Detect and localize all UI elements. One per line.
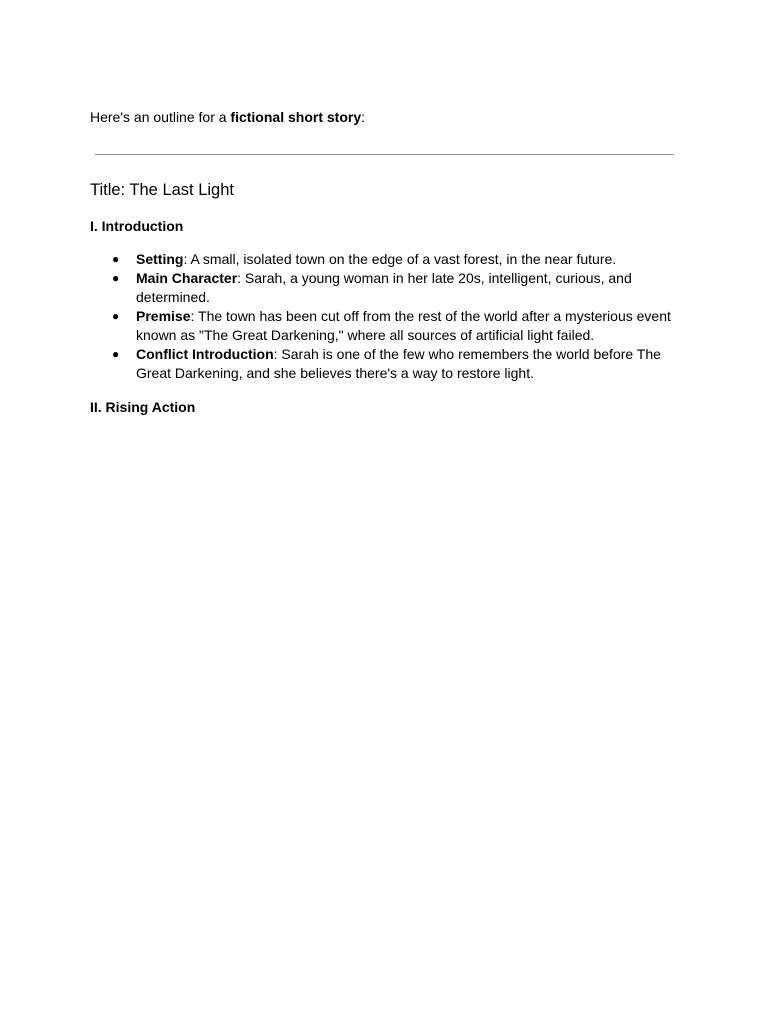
bullet-icon: ●	[112, 347, 120, 361]
list-item-conflict-introduction	[90, 345, 680, 383]
list-item-premise	[90, 307, 680, 345]
section-heading-rising-action: II. Rising Action	[90, 399, 196, 415]
story-title: Title: The Last Light	[90, 181, 234, 199]
list-item-text: : The town has been cut off from the rest of the world after a mysterious event known as "The Great Darkening," where all sources of artificial light failed.	[136, 308, 671, 343]
list-item-term: Setting	[136, 251, 184, 267]
section-heading-introduction: I. Introduction	[90, 218, 184, 234]
bullet-icon: ●	[112, 252, 120, 266]
horizontal-divider	[95, 154, 674, 155]
list-item-text: : A small, isolated town on the edge of a vast forest, in the near future.	[183, 251, 617, 267]
list-item-text: : Sarah, a young woman in her late 20s, intelligent, curious, and determined.	[136, 270, 632, 305]
list-item-term: Premise	[136, 308, 191, 324]
list-item-term: Main Character	[136, 270, 238, 286]
bullet-icon: ●	[112, 271, 120, 285]
intro-line	[90, 108, 365, 126]
list-item-main-character	[90, 269, 680, 307]
introduction-outline-list	[90, 250, 680, 383]
list-item-text: : Sarah is one of the few who remembers the world before The Great Darkening, and she believes there's a way to restore light.	[136, 346, 661, 381]
list-item-setting	[90, 250, 680, 269]
bullet-icon: ●	[112, 309, 120, 323]
intro-prefix: Here's an outline for a	[90, 109, 231, 125]
intro-suffix: :	[361, 109, 365, 125]
intro-emphasis: fictional short story	[230, 109, 362, 125]
list-item-term: Conflict Introduction	[136, 346, 274, 362]
